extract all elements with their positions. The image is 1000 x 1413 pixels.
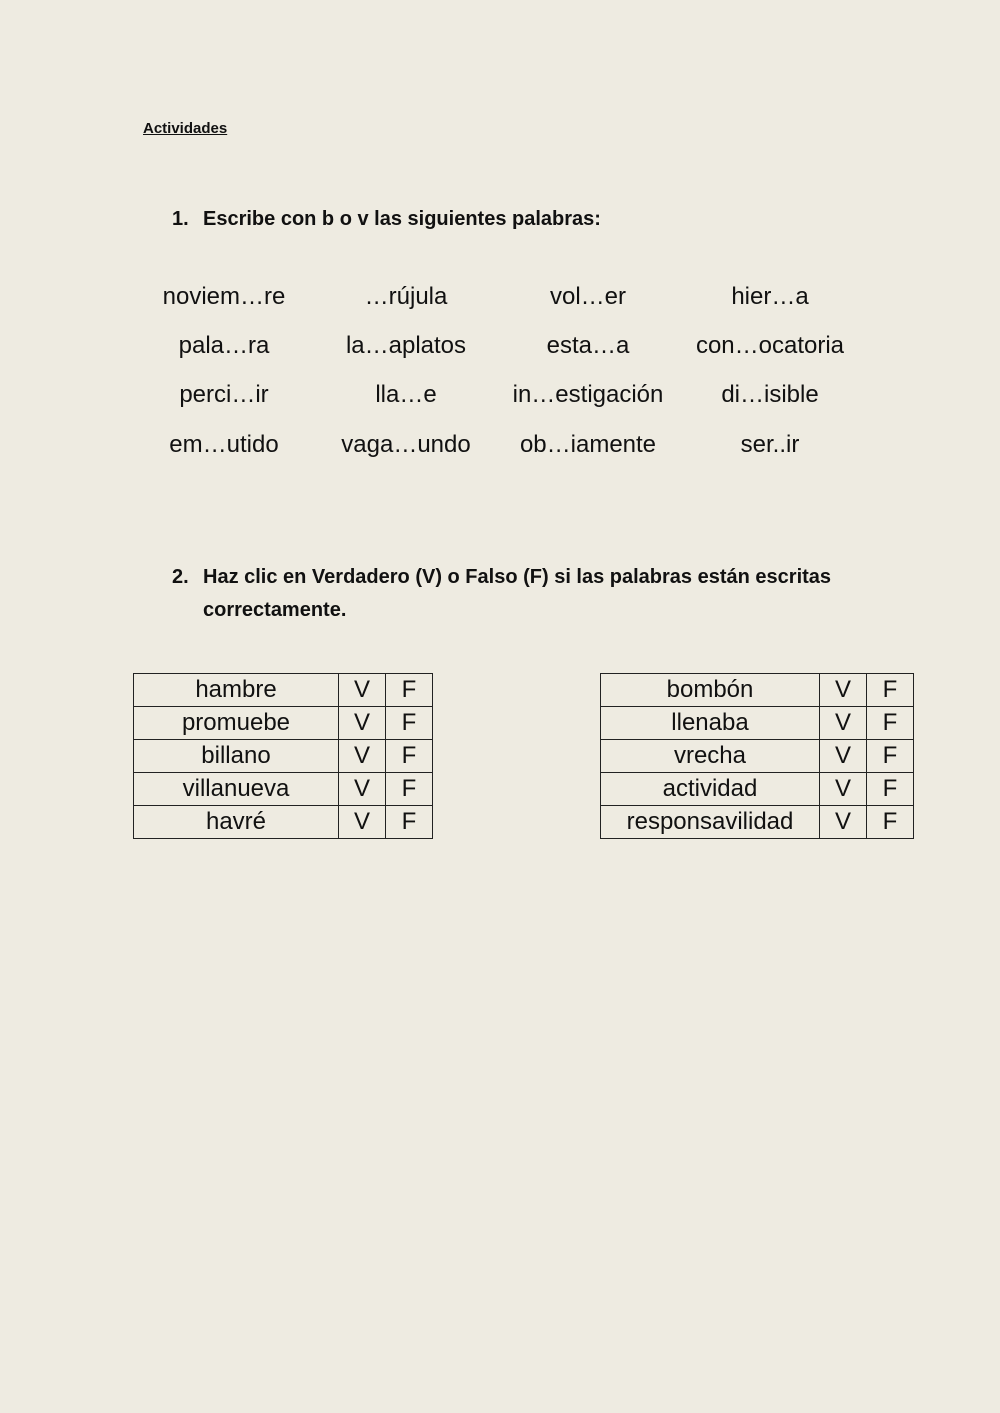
page-heading: Actividades bbox=[143, 120, 228, 137]
table-row bbox=[134, 740, 433, 773]
word-item: ob…iamente bbox=[519, 430, 657, 458]
word-cell: havré bbox=[134, 806, 339, 839]
false-option[interactable]: F bbox=[867, 707, 914, 740]
true-option[interactable]: V bbox=[339, 740, 386, 773]
word-cell: actividad bbox=[601, 773, 820, 806]
table-row bbox=[134, 707, 433, 740]
word-item: ser..ir bbox=[740, 430, 800, 458]
true-option[interactable]: V bbox=[820, 674, 867, 707]
table-row bbox=[601, 806, 914, 839]
word-item: di…isible bbox=[721, 381, 819, 409]
word-cell: llenaba bbox=[601, 707, 820, 740]
word-item: perci…ir bbox=[179, 381, 269, 409]
true-option[interactable]: V bbox=[820, 740, 867, 773]
true-option[interactable]: V bbox=[339, 707, 386, 740]
word-item: con…ocatoria bbox=[695, 331, 845, 359]
word-item: in…estigación bbox=[512, 381, 664, 409]
false-option[interactable]: F bbox=[386, 773, 433, 806]
false-option[interactable]: F bbox=[386, 806, 433, 839]
question-1-number: 1. bbox=[172, 208, 189, 230]
question-2-instruction: Haz clic en Verdadero (V) o Falso (F) si las palabras están escritas correctamente. bbox=[203, 566, 832, 621]
word-item: pala…ra bbox=[178, 331, 270, 359]
word-item: hier…a bbox=[731, 282, 809, 310]
false-option[interactable]: F bbox=[386, 707, 433, 740]
true-option[interactable]: V bbox=[339, 773, 386, 806]
table-row bbox=[134, 674, 433, 707]
table-row bbox=[134, 806, 433, 839]
word-item: noviem…re bbox=[162, 282, 286, 310]
true-false-table-left bbox=[133, 673, 433, 839]
word-cell: promuebe bbox=[134, 707, 339, 740]
false-option[interactable]: F bbox=[867, 740, 914, 773]
word-item: …rújula bbox=[364, 282, 448, 310]
question-1-instruction: Escribe con b o v las siguientes palabras: bbox=[203, 208, 601, 230]
true-option[interactable]: V bbox=[339, 674, 386, 707]
word-cell: bombón bbox=[601, 674, 820, 707]
true-option[interactable]: V bbox=[820, 806, 867, 839]
word-cell: vrecha bbox=[601, 740, 820, 773]
false-option[interactable]: F bbox=[386, 674, 433, 707]
false-option[interactable]: F bbox=[867, 773, 914, 806]
question-1 bbox=[172, 203, 872, 236]
table-row bbox=[601, 740, 914, 773]
question-2 bbox=[172, 561, 872, 627]
word-item: lla…e bbox=[375, 381, 437, 409]
true-option[interactable]: V bbox=[339, 806, 386, 839]
word-item: la…aplatos bbox=[345, 331, 467, 359]
true-false-table-right bbox=[600, 673, 914, 839]
table-row bbox=[601, 773, 914, 806]
word-item: vol…er bbox=[549, 282, 627, 310]
false-option[interactable]: F bbox=[386, 740, 433, 773]
false-option[interactable]: F bbox=[867, 674, 914, 707]
true-option[interactable]: V bbox=[820, 707, 867, 740]
question-2-number: 2. bbox=[172, 566, 189, 588]
false-option[interactable]: F bbox=[867, 806, 914, 839]
word-item: vaga…undo bbox=[341, 430, 471, 458]
table-row bbox=[601, 707, 914, 740]
word-cell: villanueva bbox=[134, 773, 339, 806]
word-grid bbox=[133, 272, 859, 469]
word-cell: hambre bbox=[134, 674, 339, 707]
word-cell: responsavilidad bbox=[601, 806, 820, 839]
table-row bbox=[601, 674, 914, 707]
table-row bbox=[134, 773, 433, 806]
true-option[interactable]: V bbox=[820, 773, 867, 806]
word-cell: billano bbox=[134, 740, 339, 773]
word-item: em…utido bbox=[169, 430, 279, 458]
word-item: esta…a bbox=[546, 331, 630, 359]
